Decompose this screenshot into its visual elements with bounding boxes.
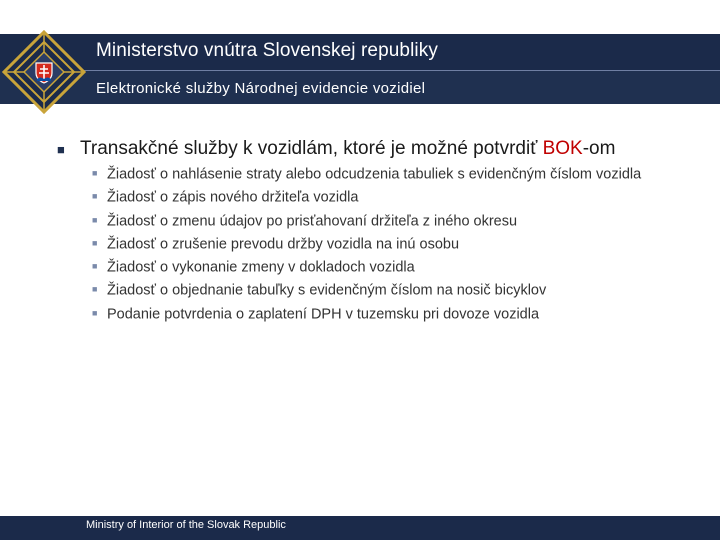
square-bullet-icon: ■ <box>92 191 98 202</box>
header-title: Ministerstvo vnútra Slovenskej republiky <box>96 40 438 61</box>
footer-text: Ministry of Interior of the Slovak Republic <box>86 519 286 531</box>
list-item-text: Žiadosť o nahlásenie straty alebo odcudzenia tabuliek s evidenčným číslom vozidla <box>107 166 642 183</box>
list-item <box>92 186 641 209</box>
list-item <box>92 303 641 326</box>
main-heading-accent: BOK <box>542 138 583 159</box>
list-item <box>92 279 641 302</box>
square-bullet-icon: ■ <box>92 307 98 318</box>
square-bullet-icon: ■ <box>92 168 98 178</box>
main-heading <box>80 138 615 160</box>
service-list <box>92 163 641 326</box>
list-item <box>92 163 641 186</box>
list-item-text: Podanie potvrdenia o zaplatení DPH v tuzemsku pri dovoze vozidla <box>107 306 540 323</box>
list-item-text: Žiadosť o zmenu údajov po prisťahovaní držiteľa z iného okresu <box>107 213 518 230</box>
list-item <box>92 233 641 256</box>
list-item-text: Žiadosť o zrušenie prevodu držby vozidla na inú osobu <box>107 236 460 253</box>
list-item <box>92 256 641 279</box>
header-subtitle: Elektronické služby Národnej evidencie vozidiel <box>96 80 426 97</box>
main-heading-suffix: -om <box>582 138 616 159</box>
square-bullet-icon: ■ <box>92 214 98 225</box>
square-bullet-icon: ■ <box>92 261 98 272</box>
list-item-text: Žiadosť o objednanie tabuľky s evidenčným číslom na nosič bicyklov <box>107 282 547 299</box>
square-bullet-icon: ■ <box>57 142 65 157</box>
list-item-text: Žiadosť o vykonanie zmeny v dokladoch vozidla <box>107 259 415 276</box>
list-item-text: Žiadosť o zápis nového držiteľa vozidla <box>107 189 359 206</box>
list-item <box>92 210 641 233</box>
square-bullet-icon: ■ <box>92 284 98 295</box>
main-heading-prefix: Transakčné služby k vozidlám, ktoré je možné potvrdiť <box>80 138 543 159</box>
slovak-coat-of-arms-emblem-icon <box>2 30 86 114</box>
square-bullet-icon: ■ <box>92 237 98 248</box>
